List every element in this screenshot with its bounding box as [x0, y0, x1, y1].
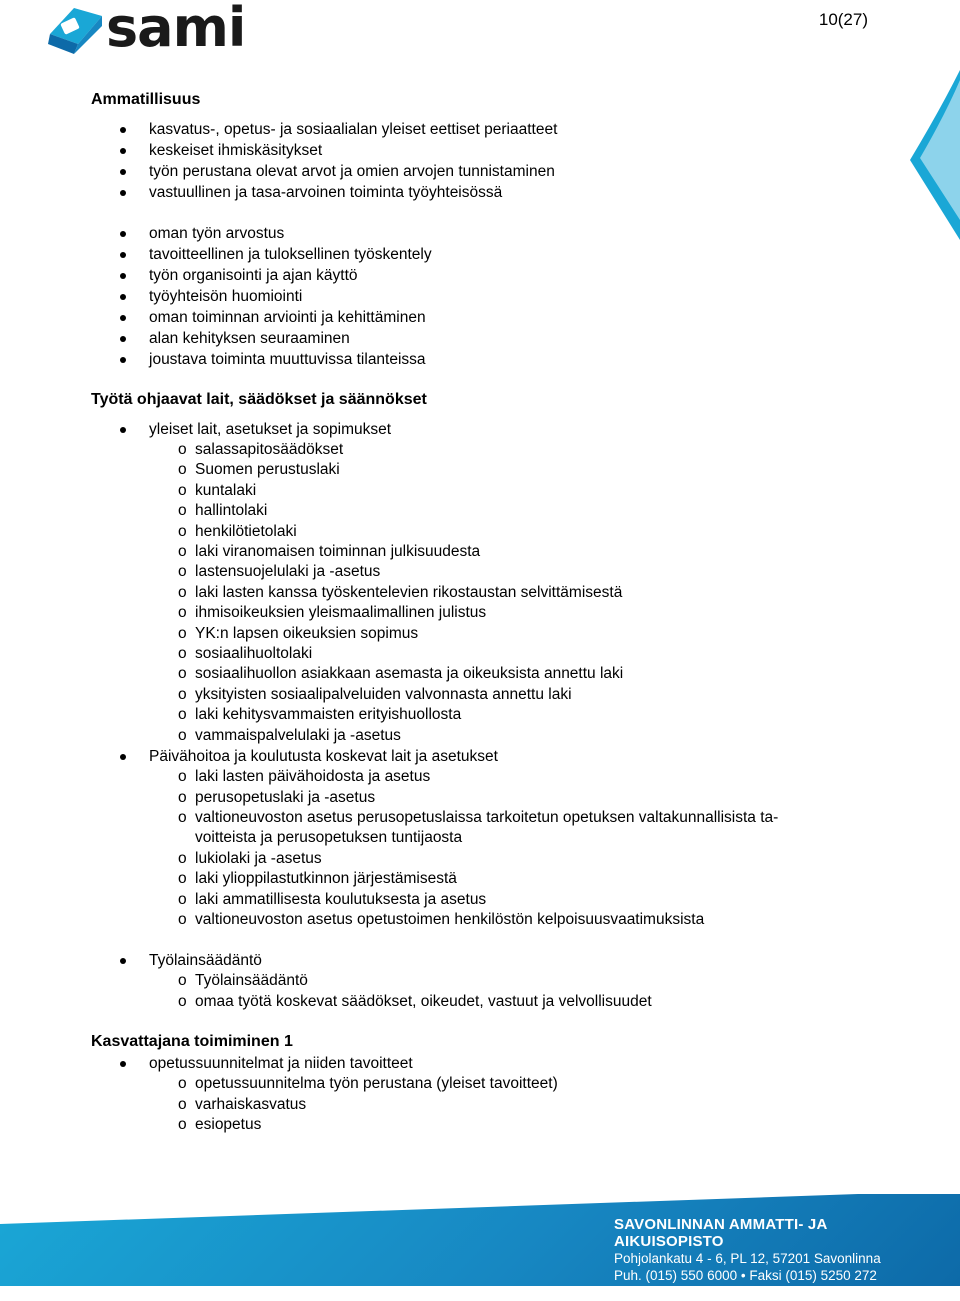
list-item: alan kehityksen seuraaminen: [91, 328, 881, 349]
sub-list-item: o sosiaalihuollon asiakkaan asemasta ja oikeuksista annettu laki: [178, 665, 624, 683]
footer-org: SAVONLINNAN AMMATTI- JA AIKUISOPISTO: [614, 1216, 827, 1250]
sub-list-item: o lastensuojelulaki ja -asetus: [178, 563, 381, 581]
sub-list-item: o sosiaalihuoltolaki: [178, 645, 313, 663]
list: [91, 419, 881, 930]
sub-list-item: o YK:n lapsen oikeuksien sopimus: [178, 624, 419, 642]
list-item: oman työn arvostus: [91, 223, 881, 244]
list-item: työyhteisön huomiointi: [91, 286, 881, 307]
decorative-swoosh: [870, 70, 960, 240]
list: [91, 1053, 881, 1135]
footer-address: Pohjolankatu 4 - 6, PL 12, 57201 Savonlinna: [614, 1251, 881, 1266]
list-item: yleiset lait, asetukset ja sopimukset o salassapitosäädökset o Suomen perustuslaki o kuntalaki o hallintolaki o henkilötietolaki o laki viranomaisen toiminnan julkisuudesta o lastensuojelulaki ja -asetus o laki lasten kanssa työskentelevien rikostaustan selvittämisestä o ihmisoikeuksien yleismaalimallinen julistus o YK:n lapsen oikeuksien sopimus o sosiaalihuoltolaki o sosiaalihuollon asiakkaan asemasta ja oikeuksista annettu laki o yksityisten sosiaalipalveluiden valvonnasta annettu laki o laki kehitysvammaisten erityishuollosta o vammaispalvelulaki ja -asetus: [91, 419, 881, 746]
sub-list-item-continued: voitteista ja perusopetuksen tuntijaosta: [195, 829, 463, 847]
section-heading: Kasvattajana toimiminen 1: [91, 1033, 293, 1051]
list-item: joustava toiminta muuttuvissa tilanteissa: [91, 349, 881, 370]
sub-list: [149, 767, 881, 930]
list-item: keskeiset ihmiskäsitykset: [91, 140, 881, 161]
sub-list-item: o laki kehitysvammaisten erityishuollosta: [178, 706, 462, 724]
sub-list-item: o valtioneuvoston asetus perusopetuslaissa tarkoitetun opetuksen valtakunnallisista ta-: [178, 808, 779, 826]
sub-list-item: o valtioneuvoston asetus opetustoimen henkilöstön kelpoisuusvaatimuksista: [178, 910, 705, 928]
sub-list: [149, 1074, 881, 1135]
sub-list-item: o esiopetus: [178, 1115, 262, 1133]
sami-logo: [44, 0, 254, 59]
list-item: opetussuunnitelmat ja niiden tavoitteet o opetussuunnitelma työn perustana (yleiset tavoitteet) o varhaiskasvatus o esiopetus: [91, 1053, 881, 1135]
list-item: työn organisointi ja ajan käyttö: [91, 265, 881, 286]
footer-email[interactable]: sami@samiedu.fi: [614, 1285, 718, 1300]
sub-list-item: o laki ylioppilastutkinnon järjestämisestä: [178, 870, 457, 888]
sub-list-item: o Työlainsäädäntö: [178, 972, 308, 990]
list-item: Päivähoitoa ja koulutusta koskevat lait ja asetukset o laki lasten päivähoidosta ja asetus o perusopetuslaki ja -asetus o valtioneuvoston asetus perusopetuslaissa tarkoitetun opetuksen valtakunnallisista ta- voitteista ja perusopetuksen tuntijaosta o lukiolaki ja -asetus o laki ylioppilastutkinnon järjestämisestä o laki ammatillisesta koulutuksesta ja asetus o valtioneuvoston asetus opetustoimen henkilöstön kelpoisuusvaatimuksista: [91, 746, 881, 930]
sub-list-item: o ihmisoikeuksien yleismaalimallinen julistus: [178, 604, 487, 622]
sub-list-item: o salassapitosäädökset: [178, 441, 344, 458]
sub-list-item: o vammaispalvelulaki ja -asetus: [178, 726, 401, 744]
list-item: vastuullinen ja tasa-arvoinen toiminta työyhteisössä: [91, 182, 881, 203]
list: [91, 119, 881, 203]
list-item: työn perustana olevat arvot ja omien arvojen tunnistaminen: [91, 161, 881, 182]
section-heading: Ammatillisuus: [91, 91, 201, 108]
sub-list-item: o laki lasten päivähoidosta ja asetus: [178, 768, 431, 786]
page-number: 10(27): [818, 10, 868, 29]
sub-list-item: o henkilötietolaki: [178, 522, 297, 540]
sub-list-item: o kuntalaki: [178, 481, 257, 499]
sub-list: [149, 440, 881, 746]
sub-list: [149, 971, 881, 1012]
logo-wordmark: sami: [106, 0, 246, 59]
sub-list-item: o lukiolaki ja -asetus: [178, 849, 322, 867]
sub-list-item: o varhaiskasvatus: [178, 1095, 307, 1113]
footer: [0, 1194, 960, 1300]
sub-list-item: o perusopetuslaki ja -asetus: [178, 788, 376, 806]
list: [91, 223, 881, 370]
sub-list-item: o laki ammatillisesta koulutuksesta ja asetus: [178, 890, 487, 908]
sub-list-item: o laki lasten kanssa työskentelevien rikostaustan selvittämisestä: [178, 583, 623, 601]
sub-list-item: o yksityisten sosiaalipalveluiden valvonnasta annettu laki: [178, 685, 572, 703]
footer-contact: [614, 1216, 914, 1301]
sub-list-item: o opetussuunnitelma työn perustana (yleiset tavoitteet): [178, 1075, 558, 1093]
sub-list-item: o Suomen perustuslaki: [178, 461, 340, 479]
list-item: oman toiminnan arviointi ja kehittäminen: [91, 307, 881, 328]
sub-list-item: o hallintolaki: [178, 502, 268, 520]
section-heading: Työtä ohjaavat lait, säädökset ja säännökset: [91, 391, 427, 408]
document-body: [91, 89, 881, 1135]
list-item: Työlainsäädäntö o Työlainsäädäntö o omaa työtä koskevat säädökset, oikeudet, vastuut ja velvollisuudet: [91, 950, 881, 1012]
list-item: kasvatus-, opetus- ja sosiaalialan yleiset eettiset periaatteet: [91, 119, 881, 140]
footer-website[interactable]: www.samiedu.fi: [730, 1285, 832, 1300]
list-item: tavoitteellinen ja tuloksellinen työskentely: [91, 244, 881, 265]
sub-list-item: o omaa työtä koskevat säädökset, oikeudet, vastuut ja velvollisuudet: [178, 992, 652, 1010]
list: [91, 950, 881, 1012]
sub-list-item: o laki viranomaisen toiminnan julkisuudesta: [178, 543, 481, 561]
cube-icon: [44, 4, 108, 56]
footer-phone: Puh. (015) 550 6000 • Faksi (015) 5250 272: [614, 1268, 877, 1283]
footer-separator: •: [721, 1285, 727, 1300]
